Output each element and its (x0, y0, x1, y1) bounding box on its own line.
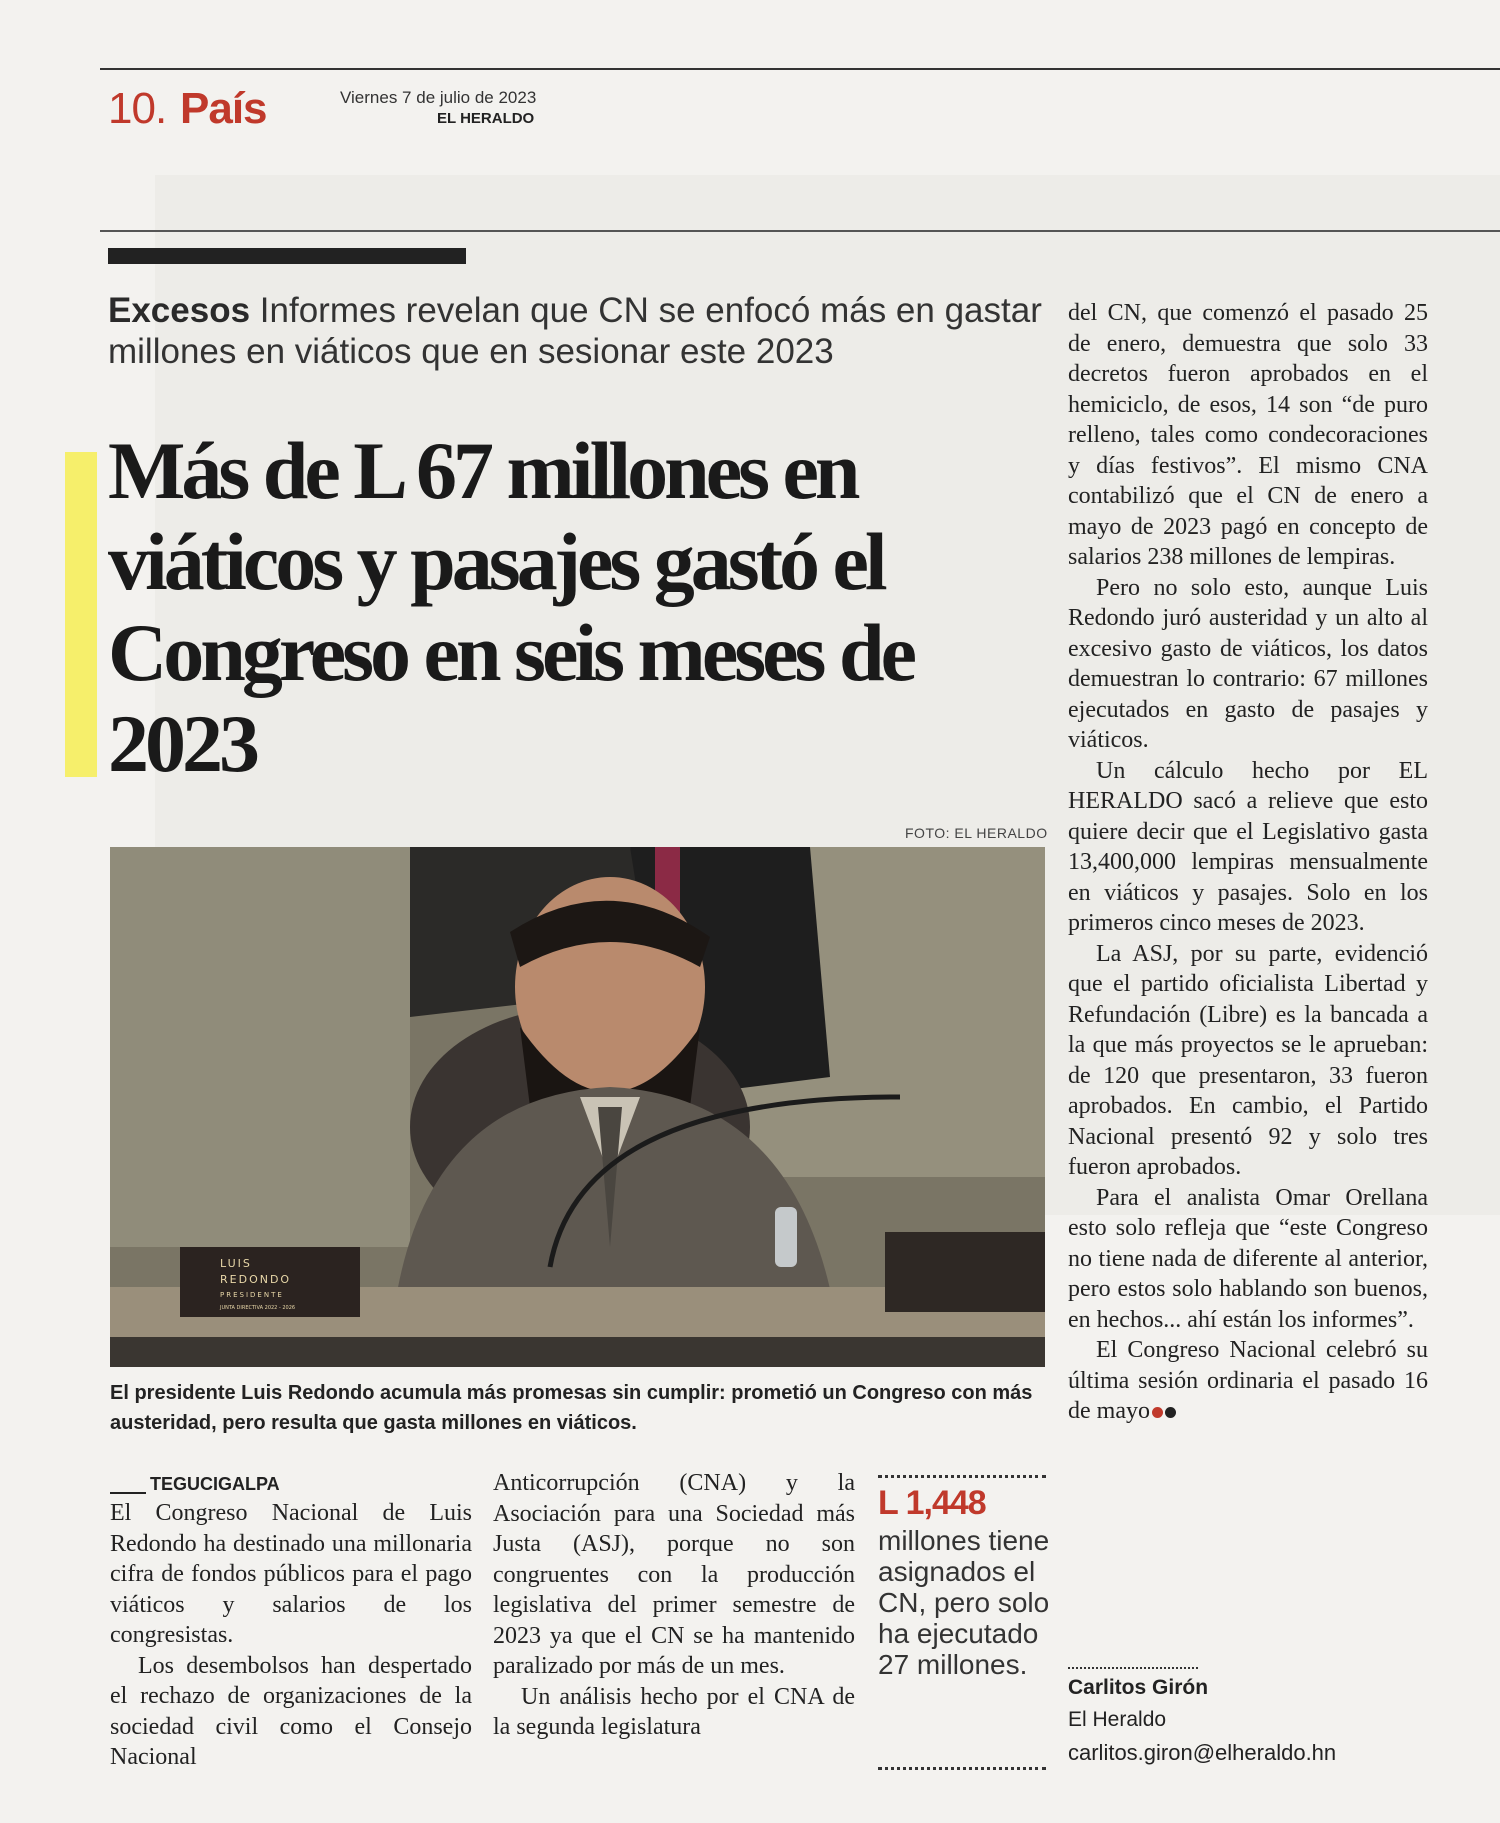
factbox-text: millones tiene asignados el CN, pero solo ha ejecutado 27 millones. (878, 1525, 1050, 1680)
dateline-rule (110, 1492, 146, 1494)
author-name: Carlitos Girón (1068, 1676, 1209, 1699)
nameplate-line-3: PRESIDENTE (220, 1291, 284, 1299)
kicker-text: Informes revelan que CN se enfocó más en gastar millones en viáticos que en sesionar este 2023 (108, 291, 1042, 371)
paragraph: Los desembolsos han despertado el rechazo de organizaciones de la sociedad civil como el Consejo Nacional (110, 1652, 472, 1770)
paragraph: Anticorrupción (CNA) y la Asociación para una Sociedad más Justa (ASJ), porque no son congruentes con la producción legislativa del primer semestre de 2023 ya que el CN se ha mantenido paralizado por más de un mes. (493, 1470, 855, 1679)
author-email: carlitos.giron@elheraldo.hn (1068, 1740, 1337, 1765)
nameplate-line-1: LUIS (220, 1257, 252, 1270)
top-rule (100, 68, 1500, 70)
paragraph: Un cálculo hecho por EL HERALDO sacó a relieve que esto quiere decir que el Legislativo gasta 13,400,000 lempiras mensualmente en viáticos y pasajes. Solo en los primeros cinco meses de 2023. (1068, 757, 1428, 936)
signature-rule (1068, 1667, 1198, 1669)
factbox-top-rule (878, 1475, 1046, 1478)
article-column-4 (1068, 298, 1428, 1427)
end-mark-red-dot (1152, 1407, 1163, 1418)
kicker-label: Excesos (108, 291, 251, 330)
issue-date: Viernes 7 de julio de 2023 (340, 88, 537, 107)
factbox-figure: L 1,448 (878, 1484, 986, 1522)
dateline: TEGUCIGALPA (150, 1474, 280, 1494)
paragraph: Para el analista Omar Orellana esto solo refleja que “este Congreso no tiene nada de diferente al anterior, pero estos solo hablando son buenos, en hechos... ahí están los informes”. (1068, 1184, 1428, 1333)
section-title: País (180, 84, 267, 133)
paragraph: La ASJ, por su parte, evidenció que el partido oficialista Libertad y Refundación (Libre) es la bancada a la que más proyectos se le aprueban: de 120 que presentaron, 33 fueron aprobados. En cambio, el Partido Nacional presentó 92 y solo tres fueron aprobados. (1068, 940, 1428, 1180)
newspaper-name: EL HERALDO (437, 110, 535, 127)
nameplate-line-4: JUNTA DIRECTIVA 2022 - 2026 (220, 1305, 296, 1311)
page-number: 10. (108, 84, 167, 133)
kicker (108, 290, 1058, 372)
photo-illustration (110, 847, 1045, 1367)
article-column-1 (110, 1498, 472, 1773)
section-rule (100, 230, 1500, 232)
article-column-2 (493, 1468, 855, 1743)
nameplate-line-2: REDONDO (220, 1273, 292, 1286)
final-paragraph-text: El Congreso Nacional celebró su última sesión ordinaria el pasado 16 de mayo (1068, 1337, 1428, 1424)
paragraph: del CN, que comenzó el pasado 25 de enero, demuestra que solo 33 decretos fueron aprobados en el hemiciclo, de esos, 14 son “de puro relleno, tales como condecoraciones y días festivos”. El mismo CNA contabilizó que el CN de enero a mayo de 2023 pagó en concepto de salarios 238 millones de lempiras. (1068, 300, 1428, 570)
kicker-bar (108, 248, 466, 264)
author-organization: El Heraldo (1068, 1708, 1167, 1731)
paragraph: Un análisis hecho por el CNA de la segunda legislatura (493, 1683, 855, 1740)
headline: Más de L 67 millones en viáticos y pasajes gastó el Congreso en seis meses de 2023 (108, 425, 913, 789)
article-photo (110, 847, 1045, 1367)
final-paragraph (1068, 1335, 1428, 1427)
end-mark-dark-dot (1165, 1407, 1176, 1418)
paragraph: El Congreso Nacional de Luis Redondo ha destinado una millonaria cifra de fondos públicos para el pago viáticos y salarios de los congresistas. (110, 1500, 472, 1648)
paragraph: Pero no solo esto, aunque Luis Redondo juró austeridad y un alto al excesivo gasto de viáticos, los datos demuestran lo contrario: 67 millones ejecutados en gasto de pasajes y viáticos. (1068, 574, 1428, 753)
photo-credit: FOTO: EL HERALDO (905, 825, 1048, 841)
highlighter-mark (65, 452, 97, 777)
factbox-bottom-rule (878, 1767, 1046, 1770)
photo-caption: El presidente Luis Redondo acumula más promesas sin cumplir: prometió un Congreso con más austeridad, pero resulta que gasta millones en viáticos. (110, 1382, 1033, 1434)
